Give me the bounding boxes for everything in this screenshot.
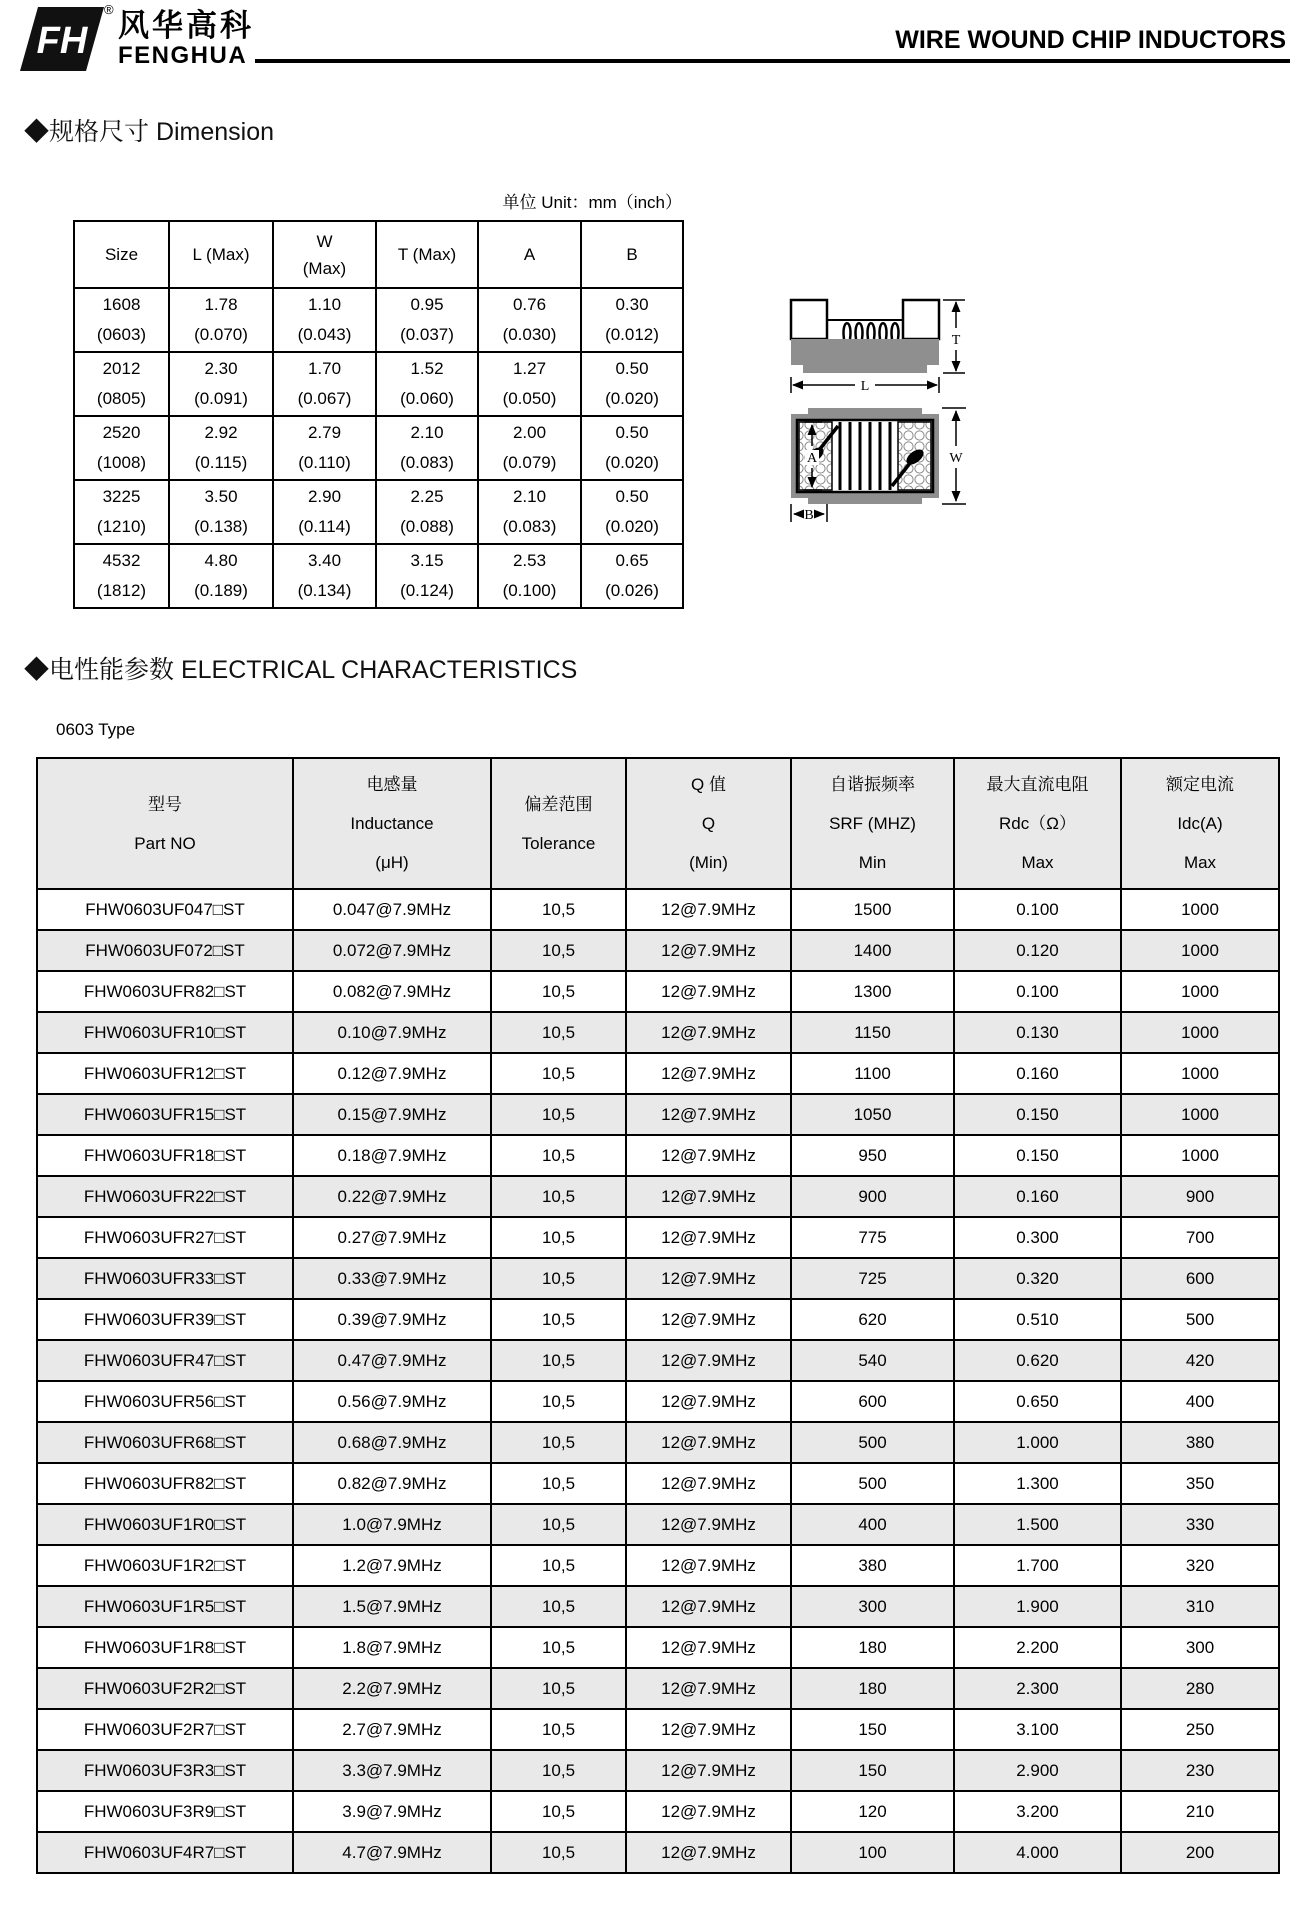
- spec-value-cell: 10,5: [491, 1504, 626, 1545]
- spec-value-cell: 10,5: [491, 1750, 626, 1791]
- type-label: 0603 Type: [56, 720, 136, 739]
- electrical-table-row: [37, 1504, 1279, 1545]
- spec-value-cell: 500: [1121, 1299, 1279, 1340]
- spec-value-cell: 0.620: [954, 1340, 1121, 1381]
- spec-value-cell: 900: [791, 1176, 954, 1217]
- spec-value-cell: 10,5: [491, 1422, 626, 1463]
- electrical-column-header: 型号 Part NO: [37, 758, 293, 889]
- spec-value-cell: 10,5: [491, 1586, 626, 1627]
- dimension-cell: 2.10 (0.083): [376, 416, 478, 480]
- spec-value-cell: 4.7@7.9MHz: [293, 1832, 491, 1873]
- package-outline-drawing: [760, 232, 1010, 532]
- spec-value-cell: 12@7.9MHz: [626, 1381, 791, 1422]
- spec-value-cell: 1400: [791, 930, 954, 971]
- diagram-label-t: T: [951, 333, 961, 348]
- spec-value-cell: 1500: [791, 889, 954, 930]
- spec-value-cell: 12@7.9MHz: [626, 889, 791, 930]
- spec-value-cell: 280: [1121, 1668, 1279, 1709]
- dimension-cell: 0.50 (0.020): [581, 416, 683, 480]
- spec-value-cell: 2.900: [954, 1750, 1121, 1791]
- dimension-cell: 1.78 (0.070): [169, 288, 273, 352]
- spec-value-cell: 330: [1121, 1504, 1279, 1545]
- spec-value-cell: 100: [791, 1832, 954, 1873]
- dimension-column-header: T (Max): [376, 221, 478, 288]
- spec-value-cell: 10,5: [491, 1832, 626, 1873]
- package-outline-diagram: [760, 232, 1010, 537]
- part-no-cell: FHW0603UF1R2□ST: [37, 1545, 293, 1586]
- part-no-cell: FHW0603UF1R5□ST: [37, 1586, 293, 1627]
- spec-value-cell: 600: [791, 1381, 954, 1422]
- registered-trademark: ®: [104, 2, 114, 17]
- dimension-cell: 0.50 (0.020): [581, 480, 683, 544]
- dimension-table-row: [74, 352, 683, 416]
- dimension-cell: 1.10 (0.043): [273, 288, 376, 352]
- spec-value-cell: 0.56@7.9MHz: [293, 1381, 491, 1422]
- electrical-characteristics-table: [36, 757, 1280, 1874]
- spec-value-cell: 120: [791, 1791, 954, 1832]
- spec-value-cell: 775: [791, 1217, 954, 1258]
- spec-value-cell: 0.10@7.9MHz: [293, 1012, 491, 1053]
- spec-value-cell: 12@7.9MHz: [626, 1586, 791, 1627]
- electrical-table-row: [37, 1176, 1279, 1217]
- brand-name-chinese: 风华高科: [118, 8, 254, 43]
- electrical-table-row: [37, 1012, 1279, 1053]
- spec-value-cell: 400: [1121, 1381, 1279, 1422]
- part-no-cell: FHW0603UFR82□ST: [37, 1463, 293, 1504]
- spec-value-cell: 10,5: [491, 1012, 626, 1053]
- part-no-cell: FHW0603UF2R2□ST: [37, 1668, 293, 1709]
- spec-value-cell: 10,5: [491, 1135, 626, 1176]
- dimension-cell: 2.90 (0.114): [273, 480, 376, 544]
- spec-value-cell: 10,5: [491, 930, 626, 971]
- spec-value-cell: 0.100: [954, 971, 1121, 1012]
- spec-value-cell: 12@7.9MHz: [626, 1053, 791, 1094]
- spec-value-cell: 380: [1121, 1422, 1279, 1463]
- spec-value-cell: 1.700: [954, 1545, 1121, 1586]
- spec-value-cell: 300: [791, 1586, 954, 1627]
- dimension-cell: 2.79 (0.110): [273, 416, 376, 480]
- spec-value-cell: 0.150: [954, 1094, 1121, 1135]
- electrical-table-row: [37, 971, 1279, 1012]
- spec-value-cell: 12@7.9MHz: [626, 1832, 791, 1873]
- header-rule: [255, 59, 1290, 63]
- electrical-table-row: [37, 1299, 1279, 1340]
- electrical-table-row: [37, 1381, 1279, 1422]
- dimension-cell: 2.25 (0.088): [376, 480, 478, 544]
- part-no-cell: FHW0603UFR82□ST: [37, 971, 293, 1012]
- spec-value-cell: 1.000: [954, 1422, 1121, 1463]
- spec-value-cell: 380: [791, 1545, 954, 1586]
- spec-value-cell: 350: [1121, 1463, 1279, 1504]
- spec-value-cell: 10,5: [491, 1545, 626, 1586]
- spec-value-cell: 0.120: [954, 930, 1121, 971]
- part-no-cell: FHW0603UF047□ST: [37, 889, 293, 930]
- electrical-table-row: [37, 1135, 1279, 1176]
- spec-value-cell: 1.0@7.9MHz: [293, 1504, 491, 1545]
- spec-value-cell: 10,5: [491, 1217, 626, 1258]
- diagram-label-b: B: [804, 508, 814, 523]
- dimension-cell: 0.95 (0.037): [376, 288, 478, 352]
- spec-value-cell: 1000: [1121, 1053, 1279, 1094]
- spec-value-cell: 12@7.9MHz: [626, 1012, 791, 1053]
- spec-value-cell: 3.9@7.9MHz: [293, 1791, 491, 1832]
- spec-value-cell: 2.300: [954, 1668, 1121, 1709]
- spec-value-cell: 1.2@7.9MHz: [293, 1545, 491, 1586]
- spec-value-cell: 0.27@7.9MHz: [293, 1217, 491, 1258]
- part-no-cell: FHW0603UF2R7□ST: [37, 1709, 293, 1750]
- dimension-column-header: A: [478, 221, 581, 288]
- spec-value-cell: 10,5: [491, 1340, 626, 1381]
- spec-value-cell: 10,5: [491, 1627, 626, 1668]
- spec-value-cell: 12@7.9MHz: [626, 1217, 791, 1258]
- electrical-table-row: [37, 1094, 1279, 1135]
- spec-value-cell: 0.33@7.9MHz: [293, 1258, 491, 1299]
- spec-value-cell: 12@7.9MHz: [626, 1176, 791, 1217]
- electrical-table-row: [37, 1750, 1279, 1791]
- spec-value-cell: 1000: [1121, 930, 1279, 971]
- electrical-table-row: [37, 1545, 1279, 1586]
- spec-value-cell: 0.160: [954, 1053, 1121, 1094]
- spec-value-cell: 0.650: [954, 1381, 1121, 1422]
- dimension-cell: 0.30 (0.012): [581, 288, 683, 352]
- spec-value-cell: 3.200: [954, 1791, 1121, 1832]
- electrical-column-header: 偏差范围 Tolerance: [491, 758, 626, 889]
- spec-value-cell: 10,5: [491, 1709, 626, 1750]
- part-no-cell: FHW0603UFR27□ST: [37, 1217, 293, 1258]
- dimension-table-row: [74, 480, 683, 544]
- spec-value-cell: 10,5: [491, 971, 626, 1012]
- spec-value-cell: 1100: [791, 1053, 954, 1094]
- spec-value-cell: 12@7.9MHz: [626, 1094, 791, 1135]
- spec-value-cell: 0.047@7.9MHz: [293, 889, 491, 930]
- spec-value-cell: 540: [791, 1340, 954, 1381]
- spec-value-cell: 10,5: [491, 1791, 626, 1832]
- spec-value-cell: 1.900: [954, 1586, 1121, 1627]
- spec-value-cell: 0.12@7.9MHz: [293, 1053, 491, 1094]
- spec-value-cell: 10,5: [491, 1094, 626, 1135]
- spec-value-cell: 12@7.9MHz: [626, 971, 791, 1012]
- part-no-cell: FHW0603UF072□ST: [37, 930, 293, 971]
- spec-value-cell: 12@7.9MHz: [626, 1709, 791, 1750]
- spec-value-cell: 0.68@7.9MHz: [293, 1422, 491, 1463]
- part-no-cell: FHW0603UFR68□ST: [37, 1422, 293, 1463]
- spec-value-cell: 0.130: [954, 1012, 1121, 1053]
- electrical-table-row: [37, 1832, 1279, 1873]
- spec-value-cell: 0.160: [954, 1176, 1121, 1217]
- spec-value-cell: 2.200: [954, 1627, 1121, 1668]
- spec-value-cell: 10,5: [491, 1668, 626, 1709]
- diagram-label-l: L: [860, 379, 870, 394]
- electrical-table-row: [37, 1463, 1279, 1504]
- electrical-column-header: 电感量 Inductance (μH): [293, 758, 491, 889]
- dimension-cell: 2012 (0805): [74, 352, 169, 416]
- spec-value-cell: 12@7.9MHz: [626, 1627, 791, 1668]
- spec-value-cell: 180: [791, 1627, 954, 1668]
- spec-value-cell: 12@7.9MHz: [626, 1422, 791, 1463]
- electrical-table-row: [37, 1586, 1279, 1627]
- spec-value-cell: 1.500: [954, 1504, 1121, 1545]
- dimension-cell: 0.76 (0.030): [478, 288, 581, 352]
- spec-value-cell: 180: [791, 1668, 954, 1709]
- spec-value-cell: 1000: [1121, 1094, 1279, 1135]
- spec-value-cell: 0.82@7.9MHz: [293, 1463, 491, 1504]
- electrical-table-row: [37, 1422, 1279, 1463]
- dimension-cell: 2.53 (0.100): [478, 544, 581, 608]
- side-view: [791, 300, 965, 394]
- dimension-table-row: [74, 416, 683, 480]
- part-no-cell: FHW0603UFR15□ST: [37, 1094, 293, 1135]
- spec-value-cell: 300: [1121, 1627, 1279, 1668]
- spec-value-cell: 3.3@7.9MHz: [293, 1750, 491, 1791]
- spec-value-cell: 0.082@7.9MHz: [293, 971, 491, 1012]
- spec-value-cell: 400: [791, 1504, 954, 1545]
- dimension-cell: 1.27 (0.050): [478, 352, 581, 416]
- spec-value-cell: 1000: [1121, 971, 1279, 1012]
- spec-value-cell: 310: [1121, 1586, 1279, 1627]
- spec-value-cell: 250: [1121, 1709, 1279, 1750]
- dimension-table: [73, 220, 684, 609]
- dimension-cell: 0.65 (0.026): [581, 544, 683, 608]
- spec-value-cell: 12@7.9MHz: [626, 930, 791, 971]
- dimension-cell: 2.00 (0.079): [478, 416, 581, 480]
- part-no-cell: FHW0603UF4R7□ST: [37, 1832, 293, 1873]
- electrical-table-row: [37, 1709, 1279, 1750]
- spec-value-cell: 210: [1121, 1791, 1279, 1832]
- spec-value-cell: 10,5: [491, 1463, 626, 1504]
- dimension-table-row: [74, 288, 683, 352]
- spec-value-cell: 1.300: [954, 1463, 1121, 1504]
- dimension-table-row: [74, 544, 683, 608]
- spec-value-cell: 150: [791, 1750, 954, 1791]
- document-title: WIRE WOUND CHIP INDUCTORS: [895, 26, 1286, 54]
- spec-value-cell: 12@7.9MHz: [626, 1340, 791, 1381]
- part-no-cell: FHW0603UFR56□ST: [37, 1381, 293, 1422]
- spec-value-cell: 725: [791, 1258, 954, 1299]
- dimension-cell: 2.10 (0.083): [478, 480, 581, 544]
- spec-value-cell: 1050: [791, 1094, 954, 1135]
- spec-value-cell: 0.22@7.9MHz: [293, 1176, 491, 1217]
- spec-value-cell: 12@7.9MHz: [626, 1258, 791, 1299]
- spec-value-cell: 1.8@7.9MHz: [293, 1627, 491, 1668]
- spec-value-cell: 600: [1121, 1258, 1279, 1299]
- dimension-cell: 1.70 (0.067): [273, 352, 376, 416]
- dimension-cell: 0.50 (0.020): [581, 352, 683, 416]
- spec-value-cell: 12@7.9MHz: [626, 1668, 791, 1709]
- spec-value-cell: 12@7.9MHz: [626, 1750, 791, 1791]
- dimension-cell: 1.52 (0.060): [376, 352, 478, 416]
- spec-value-cell: 1000: [1121, 1012, 1279, 1053]
- spec-value-cell: 200: [1121, 1832, 1279, 1873]
- diagram-label-a: A: [806, 451, 818, 466]
- diagram-label-w: W: [949, 451, 963, 466]
- unit-note: 单位 Unit：mm（inch）: [502, 193, 682, 212]
- spec-value-cell: 230: [1121, 1750, 1279, 1791]
- part-no-cell: FHW0603UFR47□ST: [37, 1340, 293, 1381]
- dimension-column-header: Size: [74, 221, 169, 288]
- dimension-cell: 3.50 (0.138): [169, 480, 273, 544]
- spec-value-cell: 2.7@7.9MHz: [293, 1709, 491, 1750]
- spec-value-cell: 0.320: [954, 1258, 1121, 1299]
- part-no-cell: FHW0603UFR12□ST: [37, 1053, 293, 1094]
- electrical-table-row: [37, 1627, 1279, 1668]
- spec-value-cell: 12@7.9MHz: [626, 1463, 791, 1504]
- electrical-section-heading: ◆电性能参数 ELECTRICAL CHARACTERISTICS: [24, 656, 578, 684]
- spec-value-cell: 12@7.9MHz: [626, 1791, 791, 1832]
- spec-value-cell: 1000: [1121, 889, 1279, 930]
- part-no-cell: FHW0603UF3R9□ST: [37, 1791, 293, 1832]
- spec-value-cell: 500: [791, 1463, 954, 1504]
- dimension-cell: 2520 (1008): [74, 416, 169, 480]
- electrical-table-row: [37, 1340, 1279, 1381]
- electrical-table-row: [37, 1668, 1279, 1709]
- spec-value-cell: 10,5: [491, 1299, 626, 1340]
- spec-value-cell: 0.510: [954, 1299, 1121, 1340]
- spec-value-cell: 0.300: [954, 1217, 1121, 1258]
- spec-value-cell: 320: [1121, 1545, 1279, 1586]
- electrical-column-header: Q 值 Q (Min): [626, 758, 791, 889]
- dimension-cell: 3.40 (0.134): [273, 544, 376, 608]
- electrical-column-header: 最大直流电阻 Rdc（Ω） Max: [954, 758, 1121, 889]
- spec-value-cell: 420: [1121, 1340, 1279, 1381]
- part-no-cell: FHW0603UFR33□ST: [37, 1258, 293, 1299]
- coil-turns-side: [844, 323, 899, 339]
- spec-value-cell: 0.18@7.9MHz: [293, 1135, 491, 1176]
- spec-value-cell: 500: [791, 1422, 954, 1463]
- spec-value-cell: 4.000: [954, 1832, 1121, 1873]
- spec-value-cell: 700: [1121, 1217, 1279, 1258]
- dimension-cell: 4.80 (0.189): [169, 544, 273, 608]
- spec-value-cell: 10,5: [491, 1258, 626, 1299]
- spec-value-cell: 0.47@7.9MHz: [293, 1340, 491, 1381]
- dimension-column-header: W (Max): [273, 221, 376, 288]
- spec-value-cell: 0.39@7.9MHz: [293, 1299, 491, 1340]
- electrical-table-row: [37, 889, 1279, 930]
- dimension-table-body: [74, 288, 683, 608]
- dimension-table-header-row: [74, 221, 683, 288]
- spec-value-cell: 1000: [1121, 1135, 1279, 1176]
- spec-value-cell: 2.2@7.9MHz: [293, 1668, 491, 1709]
- top-view: [791, 408, 966, 523]
- dimension-cell: 3225 (1210): [74, 480, 169, 544]
- part-no-cell: FHW0603UFR22□ST: [37, 1176, 293, 1217]
- dimension-column-header: B: [581, 221, 683, 288]
- dimension-cell: 1608 (0603): [74, 288, 169, 352]
- spec-value-cell: 1150: [791, 1012, 954, 1053]
- dimension-cell: 2.92 (0.115): [169, 416, 273, 480]
- fenghua-logo-icon: [18, 6, 106, 72]
- spec-value-cell: 0.072@7.9MHz: [293, 930, 491, 971]
- electrical-table-row: [37, 1053, 1279, 1094]
- dimension-section-heading: ◆规格尺寸 Dimension: [24, 118, 275, 146]
- brand-block: [118, 10, 254, 68]
- spec-value-cell: 12@7.9MHz: [626, 1135, 791, 1176]
- spec-value-cell: 1.5@7.9MHz: [293, 1586, 491, 1627]
- spec-value-cell: 150: [791, 1709, 954, 1750]
- electrical-table-row: [37, 930, 1279, 971]
- spec-value-cell: 950: [791, 1135, 954, 1176]
- spec-value-cell: 12@7.9MHz: [626, 1545, 791, 1586]
- dimension-column-header: L (Max): [169, 221, 273, 288]
- spec-value-cell: 3.100: [954, 1709, 1121, 1750]
- spec-value-cell: 620: [791, 1299, 954, 1340]
- spec-value-cell: 1300: [791, 971, 954, 1012]
- svg-text:FH: FH: [36, 20, 88, 62]
- part-no-cell: FHW0603UF1R0□ST: [37, 1504, 293, 1545]
- part-no-cell: FHW0603UFR10□ST: [37, 1012, 293, 1053]
- electrical-table-header-row: [37, 758, 1279, 889]
- spec-value-cell: 10,5: [491, 1176, 626, 1217]
- spec-value-cell: 10,5: [491, 1053, 626, 1094]
- electrical-table-row: [37, 1217, 1279, 1258]
- spec-value-cell: 10,5: [491, 1381, 626, 1422]
- electrical-table-row: [37, 1258, 1279, 1299]
- spec-value-cell: 0.15@7.9MHz: [293, 1094, 491, 1135]
- dimension-cell: 2.30 (0.091): [169, 352, 273, 416]
- part-no-cell: FHW0603UF3R3□ST: [37, 1750, 293, 1791]
- spec-value-cell: 0.100: [954, 889, 1121, 930]
- part-no-cell: FHW0603UFR18□ST: [37, 1135, 293, 1176]
- electrical-table-body: [37, 889, 1279, 1873]
- part-no-cell: FHW0603UFR39□ST: [37, 1299, 293, 1340]
- spec-value-cell: 900: [1121, 1176, 1279, 1217]
- spec-value-cell: 0.150: [954, 1135, 1121, 1176]
- electrical-table-row: [37, 1791, 1279, 1832]
- spec-value-cell: 12@7.9MHz: [626, 1299, 791, 1340]
- dimension-cell: 3.15 (0.124): [376, 544, 478, 608]
- core-body-side: [791, 339, 939, 373]
- spec-value-cell: 12@7.9MHz: [626, 1504, 791, 1545]
- electrical-column-header: 自谐振频率 SRF (MHZ) Min: [791, 758, 954, 889]
- spec-value-cell: 10,5: [491, 889, 626, 930]
- brand-name-english: FENGHUA: [118, 42, 248, 69]
- part-no-cell: FHW0603UF1R8□ST: [37, 1627, 293, 1668]
- dimension-cell: 4532 (1812): [74, 544, 169, 608]
- electrical-column-header: 额定电流 Idc(A) Max: [1121, 758, 1279, 889]
